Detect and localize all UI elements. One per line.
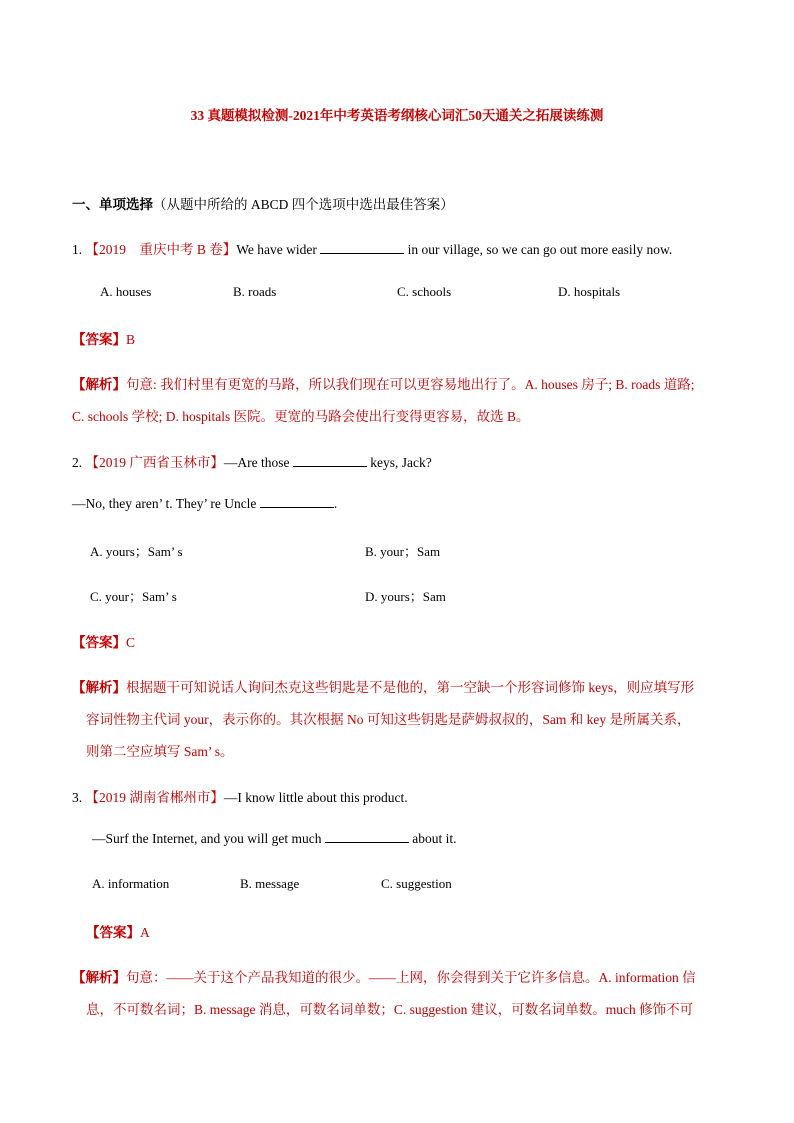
option-d: D. yours；Sam <box>365 589 446 604</box>
question-3-reply <box>92 831 456 847</box>
analysis-line: 息，不可数名词；B. message 消息，可数名词单数；C. suggestion 建议，可数名词单数。much 修饰不可 <box>86 1002 694 1017</box>
answer-value: A <box>140 925 150 940</box>
answer-value: C <box>126 635 136 650</box>
option-c: C. schools <box>397 284 452 299</box>
analysis-line <box>72 373 695 393</box>
analysis-line: C. schools 学校; D. hospitals 医院。更宽的马路会使出行变得更容易，故选 B。 <box>72 409 530 424</box>
stem-text: —I know little about this product. <box>223 790 408 805</box>
answer-blank <box>325 831 409 843</box>
option-c: C. suggestion <box>381 876 452 891</box>
question-source: 【2019 广西省玉林市】 <box>85 455 224 470</box>
stem-text: in our village, so we can go out more easily now. <box>407 242 673 257</box>
answer-tag: 【答案】 <box>72 332 126 347</box>
option-a: A. yours；Sam’ s <box>90 544 183 559</box>
answer-blank <box>260 496 334 508</box>
section-heading-note: （从题中所给的 ABCD 四个选项中选出最佳答案） <box>153 197 454 212</box>
question-3-stem <box>72 786 408 806</box>
section-heading-label: 一、单项选择 <box>72 197 153 212</box>
option-b: B. your；Sam <box>365 544 441 559</box>
stem-text: —Surf the Internet, and you will get much <box>92 831 322 846</box>
stem-text: —No, they aren’ t. They’ re Uncle <box>72 496 257 511</box>
analysis-tag: 【解析】 <box>72 680 126 695</box>
question-number: 3. <box>72 790 83 805</box>
question-1-stem <box>72 238 672 258</box>
answer-blank <box>320 242 404 254</box>
analysis-line <box>72 966 696 986</box>
option-a: A. information <box>92 876 170 891</box>
analysis-text: 根据题干可知说话人询问杰克这些钥匙是不是他的，第一空缺一个形容词修饰 keys，则应填写形 <box>126 680 695 695</box>
analysis-text: 句意: 我们村里有更宽的马路，所以我们现在可以更容易地出行了。A. houses 房子; B. roads 道路; <box>126 377 695 392</box>
question-2-reply <box>72 496 337 512</box>
analysis-tag: 【解析】 <box>72 970 126 985</box>
option-b: B. roads <box>233 284 277 299</box>
option-b: B. message <box>240 876 300 891</box>
analysis-tag: 【解析】 <box>72 377 126 392</box>
stem-text: keys, Jack? <box>370 455 432 470</box>
stem-text: about it. <box>412 831 457 846</box>
answer-tag: 【答案】 <box>86 925 140 940</box>
answer-line <box>72 328 135 348</box>
section-heading <box>72 193 454 213</box>
option-a: A. houses <box>100 284 152 299</box>
page-title: 33 真题模拟检测-2021年中考英语考纲核心词汇50天通关之拓展读练测 <box>190 108 604 123</box>
question-number: 2. <box>72 455 83 470</box>
question-number: 1. <box>72 242 83 257</box>
question-2-stem <box>72 451 432 471</box>
analysis-line <box>72 676 694 696</box>
answer-line <box>72 631 135 651</box>
stem-text: —Are those <box>223 455 290 470</box>
stem-text: . <box>333 496 338 511</box>
option-c: C. your；Sam’ s <box>90 589 177 604</box>
analysis-line: 则第二空应填写 Sam’ s。 <box>86 744 234 759</box>
question-source: 【2019 重庆中考 B 卷】 <box>85 242 237 257</box>
answer-blank <box>293 455 367 467</box>
analysis-text: 句意：——关于这个产品我知道的很少。——上网，你会得到关于它许多信息。A. information 信 <box>126 970 696 985</box>
option-d: D. hospitals <box>558 284 621 299</box>
answer-value: B <box>126 332 136 347</box>
answer-line <box>86 921 150 941</box>
question-source: 【2019 湖南省郴州市】 <box>85 790 224 805</box>
stem-text: We have wider <box>236 242 317 257</box>
answer-tag: 【答案】 <box>72 635 126 650</box>
analysis-line: 容词性物主代词 your，表示你的。其次根据 No 可知这些钥匙是萨姆叔叔的，Sam 和 key 是所属关系， <box>86 712 691 727</box>
